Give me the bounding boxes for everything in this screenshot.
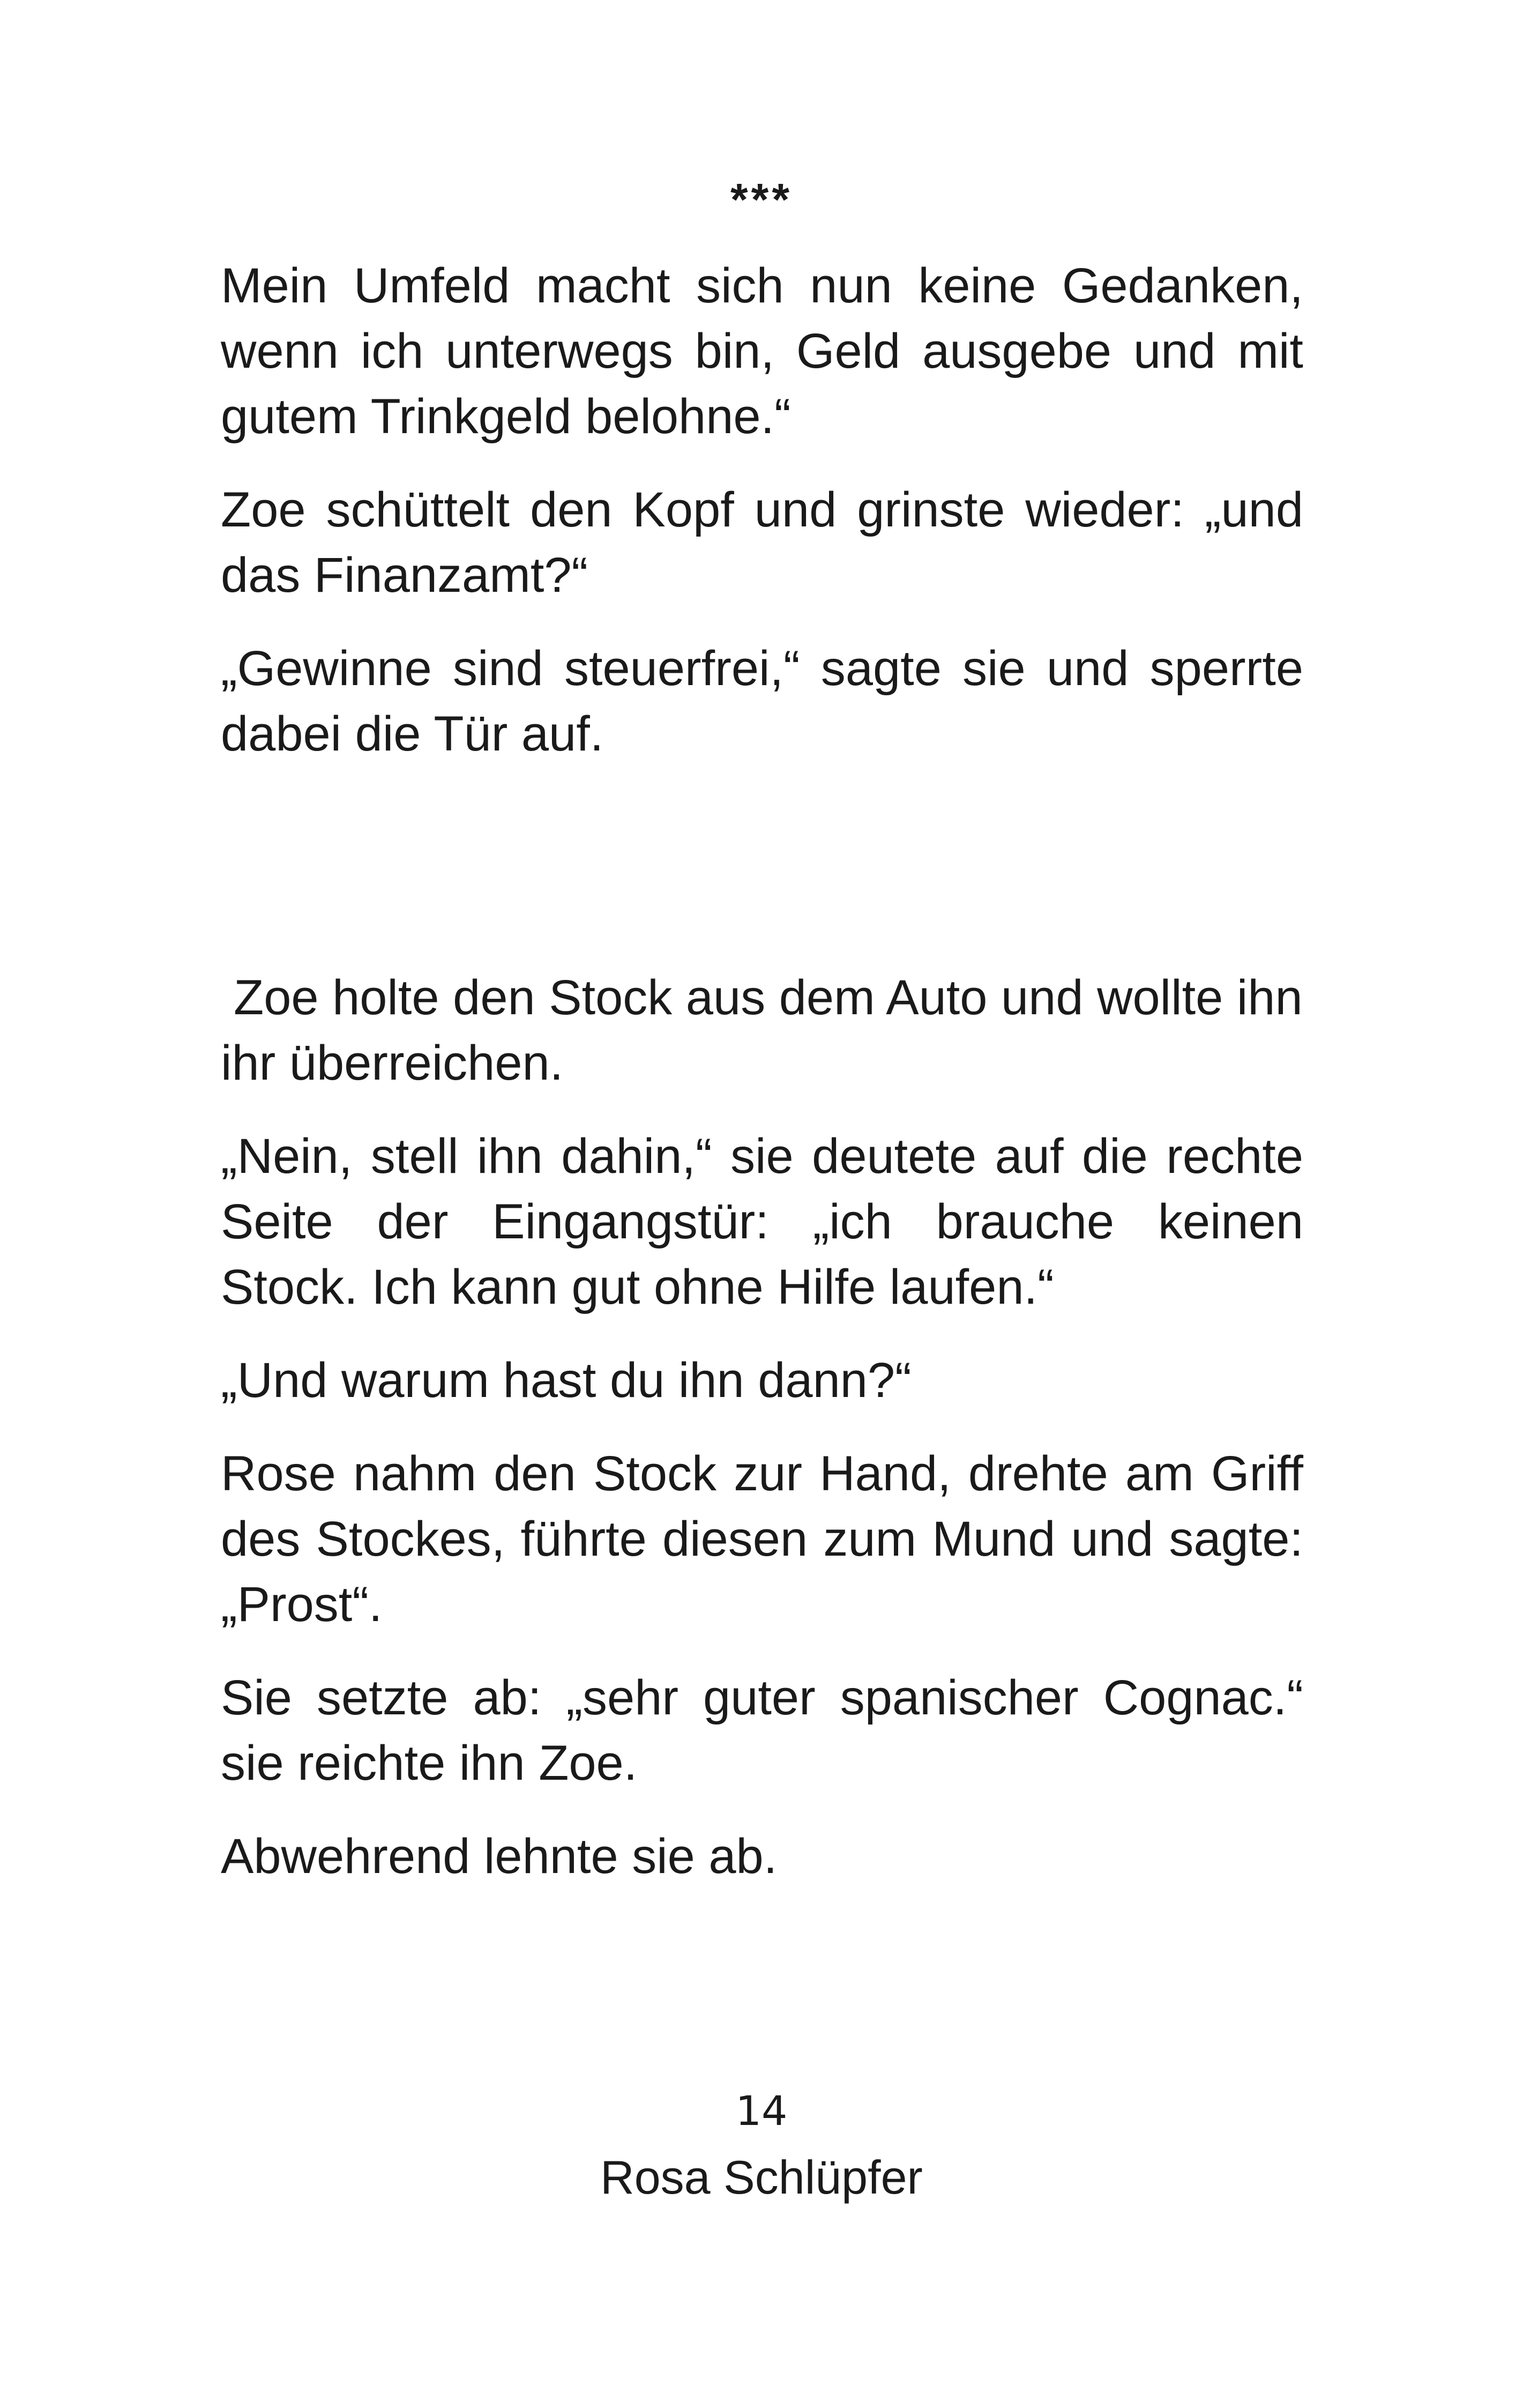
paragraph: „Gewinne sind steuerfrei,“ sagte sie und sperrte dabei die Tür auf.: [221, 641, 1303, 761]
paragraph: Rose nahm den Stock zur Hand, drehte am Griff des Stockes, führte diesen zum Mund und sagte: „Prost“.: [221, 1446, 1303, 1632]
paragraph: Mein Umfeld macht sich nun keine Gedanken, wenn ich unterwegs bin, Geld ausgebe und mit gutem Trinkgeld belohne.“: [221, 258, 1303, 444]
page-number: 14: [735, 2087, 788, 2135]
paragraph: Zoe schüttelt den Kopf und grinste wieder: „und das Finanzamt?“: [221, 482, 1303, 603]
paragraph: „Nein, stell ihn dahin,“ sie deutete auf die rechte Seite der Eingangstür: „ich brauche keinen Stock. Ich kann gut ohne Hilfe laufen.“: [221, 1129, 1303, 1314]
paragraph: „Und warum hast du ihn dann?“: [221, 1353, 912, 1408]
text-section-two: [221, 965, 1303, 1917]
paragraph: Abwehrend lehnte sie ab.: [221, 1829, 778, 1884]
author-name: Rosa Schlüpfer: [600, 2151, 923, 2204]
section-separator: ***: [730, 174, 793, 225]
paragraph: Sie setzte ab: „sehr guter spanischer Cognac.“ sie reichte ihn Zoe.: [221, 1670, 1303, 1790]
text-section-one: [221, 253, 1303, 794]
paragraph: Zoe holte den Stock aus dem Auto und wollte ihn ihr überreichen.: [221, 970, 1303, 1090]
